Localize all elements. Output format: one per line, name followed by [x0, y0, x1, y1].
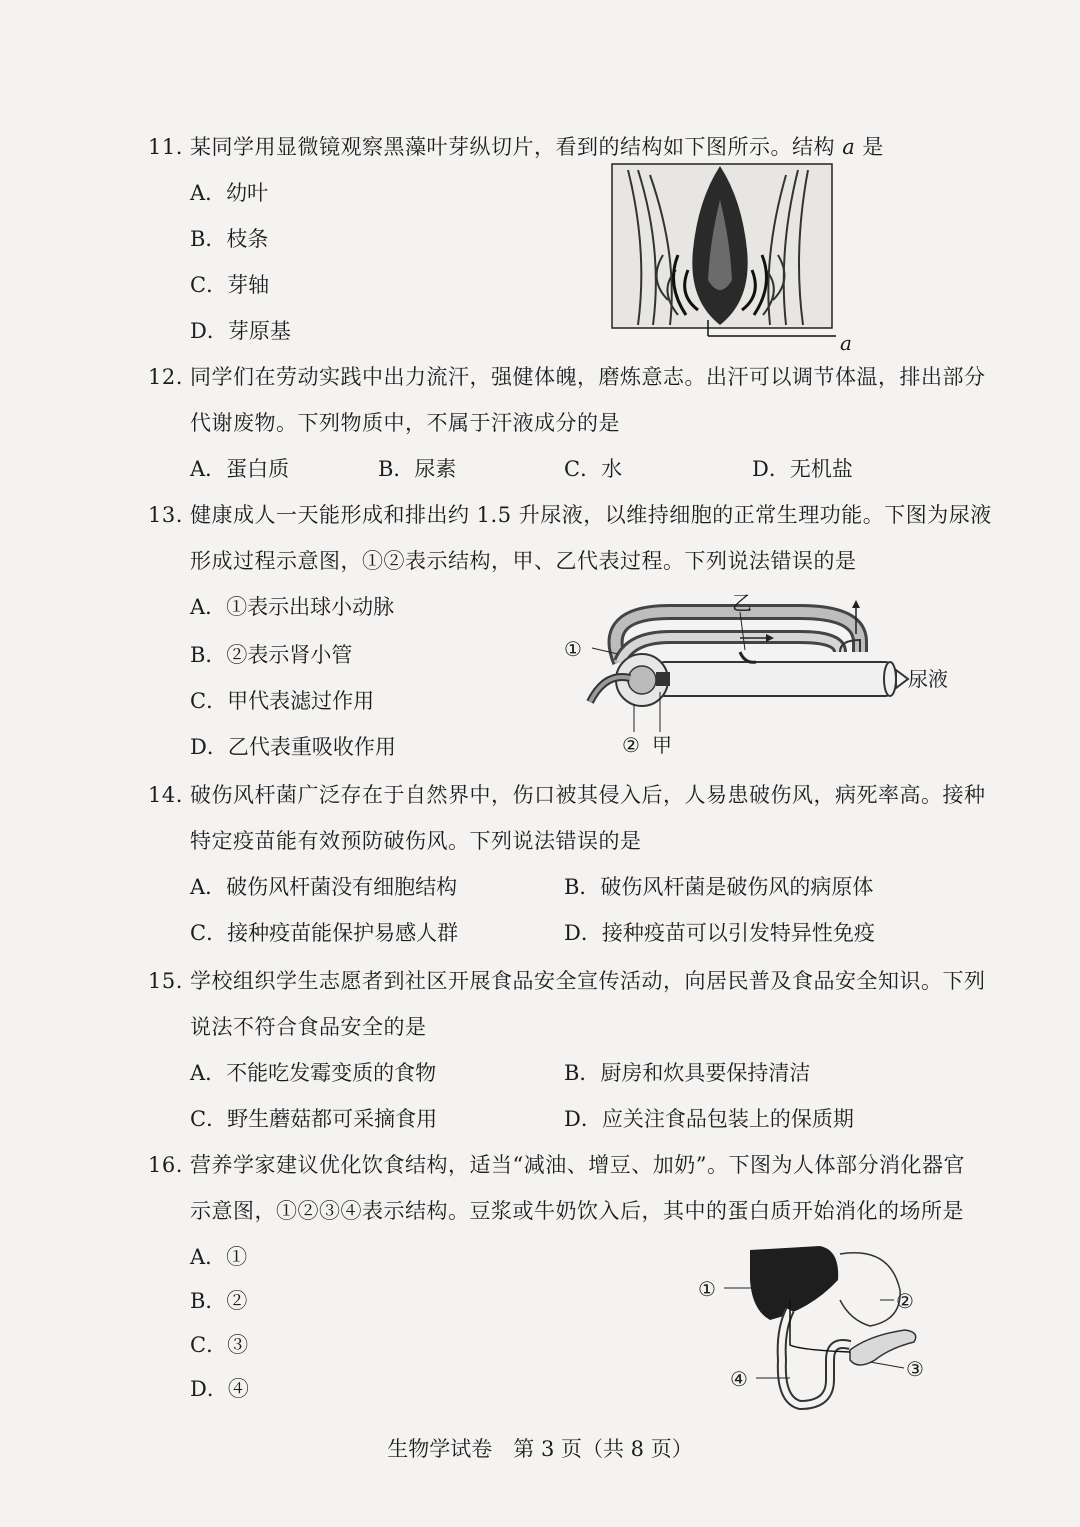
option-c: C．接种疫苗能保护易感人群	[190, 921, 459, 945]
label-1: ①	[564, 637, 582, 661]
label-2: ②	[622, 733, 640, 757]
question-11-stem: 11. 某同学用显微镜观察黑藻叶芽纵切片，看到的结构如下图所示。结构 a 是	[148, 132, 884, 162]
option-d: D．④	[190, 1377, 249, 1401]
question-number: 16.	[148, 1153, 183, 1177]
option-b: B．破伤风杆菌是破伤风的病原体	[564, 875, 874, 899]
question-13-stem-cont: 形成过程示意图，①②表示结构，甲、乙代表过程。下列说法错误的是	[190, 549, 857, 573]
question-12-stem: 12. 同学们在劳动实践中出力流汗，强健体魄，磨炼意志。出汗可以调节体温，排出部分	[148, 362, 986, 392]
question-13-stem: 13. 健康成人一天能形成和排出约 1.5 升尿液，以维持细胞的正常生理功能。下图为尿液	[148, 500, 992, 530]
option-c: C．③	[190, 1333, 249, 1357]
label-yi: 乙	[732, 592, 752, 615]
option-a: A．破伤风杆菌没有细胞结构	[190, 875, 458, 899]
option-d: D．无机盐	[752, 457, 853, 481]
option-a: A．①	[190, 1245, 248, 1269]
option-b: B．尿素	[378, 457, 457, 481]
option-b: B．②表示肾小管	[190, 643, 353, 667]
question-number: 13.	[148, 503, 183, 527]
option-b: B．枝条	[190, 227, 269, 251]
question-12-stem-cont: 代谢废物。下列物质中，不属于汗液成分的是	[190, 411, 620, 435]
label-jia: 甲	[652, 733, 672, 757]
question-16-stem-cont: 示意图，①②③④表示结构。豆浆或牛奶饮入后，其中的蛋白质开始消化的场所是	[190, 1199, 964, 1223]
option-d: D．乙代表重吸收作用	[190, 735, 396, 759]
option-a: A．①表示出球小动脉	[190, 595, 395, 619]
label-urine: 尿液	[908, 667, 948, 691]
label-3: ③	[906, 1357, 924, 1381]
option-b: B．②	[190, 1289, 248, 1313]
option-d: D．应关注食品包装上的保质期	[564, 1107, 854, 1131]
question-number: 11.	[148, 135, 183, 159]
option-a: A．幼叶	[190, 181, 269, 205]
question-15-stem: 15. 学校组织学生志愿者到社区开展食品安全宣传活动，向居民普及食品安全知识。下列	[148, 966, 986, 996]
question-14-stem: 14. 破伤风杆菌广泛存在于自然界中，伤口被其侵入后，人易患破伤风，病死率高。接种	[148, 780, 986, 810]
question-number: 14.	[148, 783, 183, 807]
label-2: ②	[896, 1289, 914, 1313]
question-14-stem-cont: 特定疫苗能有效预防破伤风。下列说法错误的是	[190, 829, 642, 853]
nephron-figure	[560, 592, 960, 762]
label-4: ④	[730, 1367, 748, 1391]
label-a: a	[840, 331, 852, 355]
bud-section-figure	[608, 160, 868, 360]
page-footer: 生物学试卷 第 3 页（共 8 页）	[387, 1437, 693, 1461]
option-a: A．不能吃发霉变质的食物	[190, 1061, 437, 1085]
question-16-stem: 16. 营养学家建议优化饮食结构，适当“减油、增豆、加奶”。下图为人体部分消化器官	[148, 1150, 965, 1180]
option-c: C．野生蘑菇都可采摘食用	[190, 1107, 438, 1131]
digestive-organs-figure	[690, 1240, 940, 1420]
option-b: B．厨房和炊具要保持清洁	[564, 1061, 811, 1085]
option-c: C．水	[564, 457, 623, 481]
option-c: C．芽轴	[190, 273, 270, 297]
option-d: D．芽原基	[190, 319, 291, 343]
question-number: 15.	[148, 969, 183, 993]
question-number: 12.	[148, 365, 183, 389]
option-d: D．接种疫苗可以引发特异性免疫	[564, 921, 875, 945]
option-c: C．甲代表滤过作用	[190, 689, 375, 713]
question-15-stem-cont: 说法不符合食品安全的是	[190, 1015, 427, 1039]
label-1: ①	[698, 1277, 716, 1301]
option-a: A．蛋白质	[190, 457, 290, 481]
